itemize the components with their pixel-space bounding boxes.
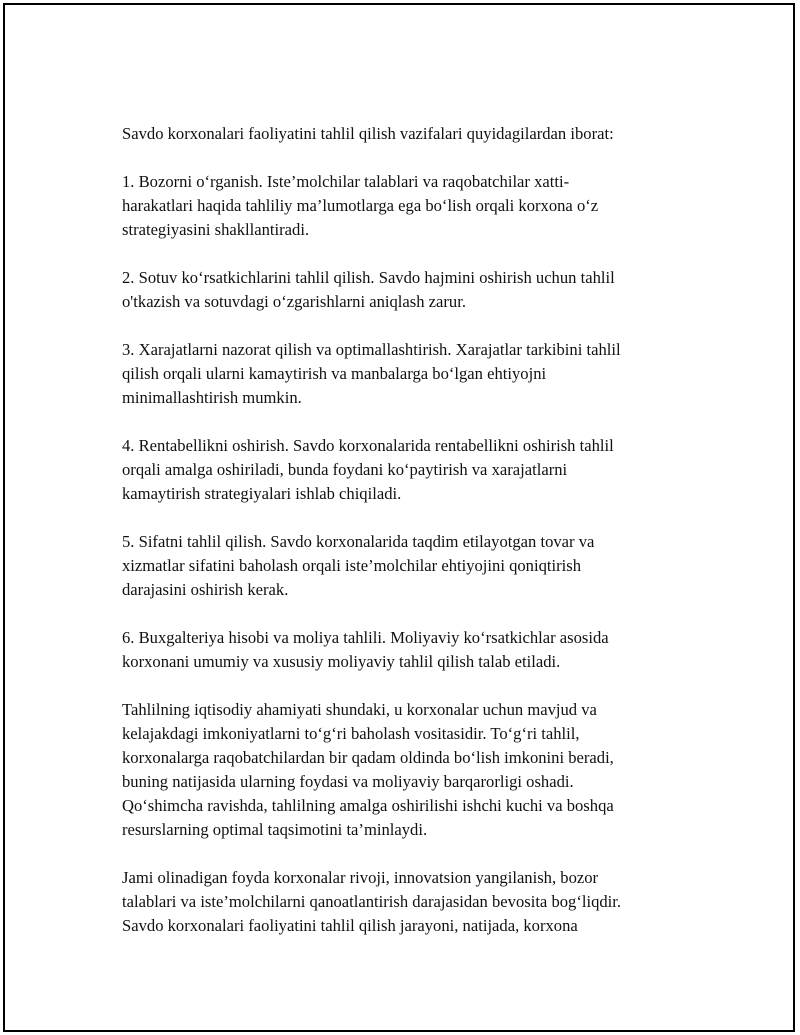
list-item-2-paragraph [122, 266, 682, 314]
significance-paragraph [122, 698, 682, 842]
text-line: qilish orqali ularni kamaytirish va manbalarga bo‘lgan ehtiyojni [122, 364, 547, 383]
text-line: 3. Xarajatlarni nazorat qilish va optimallashtirish. Xarajatlar tarkibini tahlil [122, 340, 621, 359]
text-line: orqali amalga oshiriladi, bunda foydani ko‘paytirish va xarajatlarni [122, 460, 568, 479]
text-line: xizmatlar sifatini baholash orqali iste’molchilar ehtiyojini qoniqtirish [122, 556, 581, 575]
text-line: Qo‘shimcha ravishda, tahlilning amalga oshirilishi ishchi kuchi va boshqa [122, 796, 614, 815]
text-line: talablari va iste’molchilarni qanoatlantirish darajasidan bevosita bog‘liqdir. [122, 892, 622, 911]
text-line: kelajakdagi imkoniyatlarni to‘g‘ri baholash vositasidir. To‘g‘ri tahlil, [122, 724, 580, 743]
list-item-5-paragraph [122, 530, 682, 602]
list-item-6-paragraph [122, 626, 682, 674]
text-line: buning natijasida ularning foydasi va moliyaviy barqarorligi oshadi. [122, 772, 574, 791]
text-line: 6. Buxgalteriya hisobi va moliya tahlili. Moliyaviy ko‘rsatkichlar asosida [122, 628, 609, 647]
text-line: korxonalarga raqobatchilardan bir qadam oldinda bo‘lish imkonini beradi, [122, 748, 614, 767]
intro-paragraph [122, 122, 682, 146]
list-item-1-paragraph [122, 170, 682, 242]
text-line: harakatlari haqida tahliliy ma’lumotlarga ega bo‘lish orqali korxona o‘z [122, 196, 599, 215]
conclusion-paragraph [122, 866, 682, 938]
text-line: minimallashtirish mumkin. [122, 388, 302, 407]
list-item-4-paragraph [122, 434, 682, 506]
text-line: kamaytirish strategiyalari ishlab chiqiladi. [122, 484, 402, 503]
text-line: 5. Sifatni tahlil qilish. Savdo korxonalarida taqdim etilayotgan tovar va [122, 532, 595, 551]
text-line: Savdo korxonalari faoliyatini tahlil qilish vazifalari quyidagilardan iborat: [122, 124, 614, 143]
text-line: strategiyasini shakllantiradi. [122, 220, 310, 239]
text-line: 1. Bozorni o‘rganish. Iste’molchilar talablari va raqobatchilar xatti- [122, 172, 570, 191]
text-line: 2. Sotuv ko‘rsatkichlarini tahlil qilish. Savdo hajmini oshirish uchun tahlil [122, 268, 615, 287]
text-line: Tahlilning iqtisodiy ahamiyati shundaki, u korxonalar uchun mavjud va [122, 700, 597, 719]
text-line: Jami olinadigan foyda korxonalar rivoji, innovatsion yangilanish, bozor [122, 868, 599, 887]
text-line: o'tkazish va sotuvdagi o‘zgarishlarni aniqlash zarur. [122, 292, 466, 311]
text-line: 4. Rentabellikni oshirish. Savdo korxonalarida rentabellikni oshirish tahlil [122, 436, 614, 455]
document-body [122, 122, 682, 962]
text-line: Savdo korxonalari faoliyatini tahlil qilish jarayoni, natijada, korxona [122, 916, 578, 935]
text-line: resurslarning optimal taqsimotini ta’minlaydi. [122, 820, 428, 839]
text-line: darajasini oshirish kerak. [122, 580, 289, 599]
list-item-3-paragraph [122, 338, 682, 410]
text-line: korxonani umumiy va xususiy moliyaviy tahlil qilish talab etiladi. [122, 652, 561, 671]
page-frame [3, 3, 795, 1032]
